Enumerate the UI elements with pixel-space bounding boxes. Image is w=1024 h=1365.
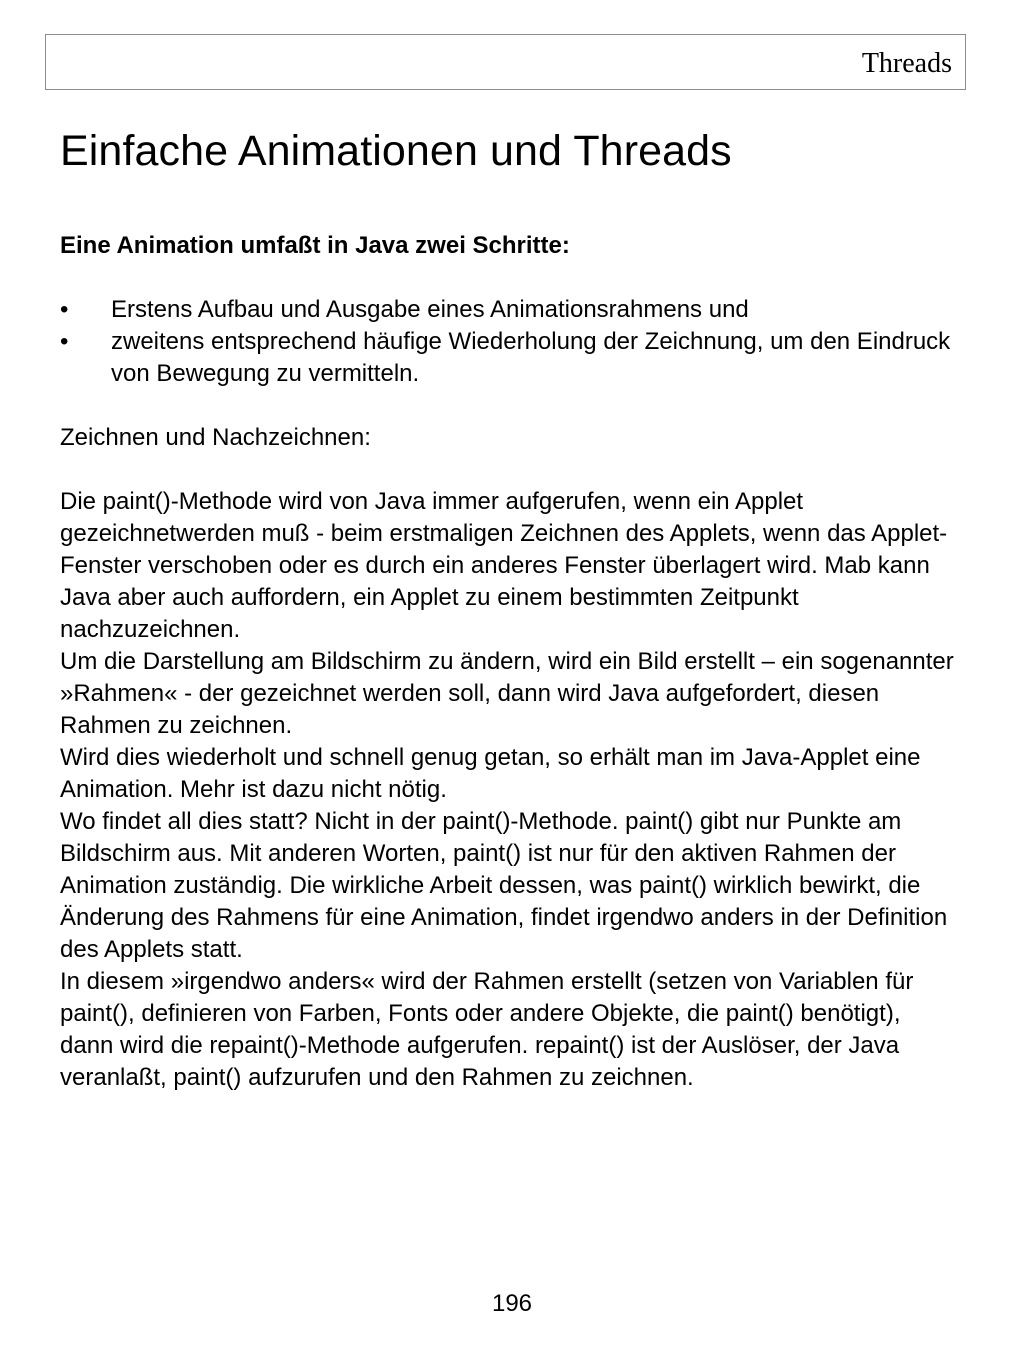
bullet-text: Erstens Aufbau und Ausgabe eines Animationsrahmens und <box>111 296 749 323</box>
paragraph: Wo findet all dies statt? Nicht in der paint()-Methode. paint() gibt nur Punkte am Bildschirm aus. Mit anderen Worten, paint() ist nur für den aktiven Rahmen der Animation zuständig. Die wirkliche Arbeit dessen, was paint() wirklich bewirkt, die Änderung des Rahmens für eine Animation, findet irgendwo anders in der Definition des Applets statt. <box>60 808 948 963</box>
bullet-text: zweitens entsprechend häufige Wiederholung der Zeichnung, um den Eindruck von Bewegung zu vermitteln. <box>111 328 951 387</box>
page-content <box>60 230 960 1094</box>
paragraph: Wird dies wiederholt und schnell genug getan, so erhält man im Java-Applet eine Animation. Mehr ist dazu nicht nötig. <box>60 744 921 803</box>
header-label: Threads <box>861 48 952 79</box>
paragraph: In diesem »irgendwo anders« wird der Rahmen erstellt (setzen von Variablen für paint(), definieren von Farben, Fonts oder andere Objekte, die paint() benötigt), dann wird die repaint()-Methode aufgerufen. repaint() ist der Auslöser, der Java veranlaßt, paint() aufzurufen und den Rahmen zu zeichnen. <box>60 968 914 1091</box>
page-number: 196 <box>491 1290 533 1317</box>
list-item <box>60 326 960 390</box>
paragraph: Die paint()-Methode wird von Java immer aufgerufen, wenn ein Applet gezeichnetwerden muß - beim erstmaligen Zeichnen des Applets, wenn das Applet-Fenster verschoben oder es durch ein anderes Fenster überlagert wird. Mab kann Java aber auch auffordern, ein Applet zu einem bestimmten Zeitpunkt nachzuzeichnen. <box>60 488 948 643</box>
paragraph: Um die Darstellung am Bildschirm zu ändern, wird ein Bild erstellt – ein sogenannter »Rahmen« - der gezeichnet werden soll, dann wird Java aufgefordert, diesen Rahmen zu zeichnen. <box>60 648 954 739</box>
bullet-list <box>60 294 960 390</box>
page-title: Einfache Animationen und Threads <box>60 127 732 175</box>
list-item <box>60 294 960 326</box>
page-header <box>45 34 966 90</box>
bullet-icon: • <box>60 296 69 323</box>
bullet-icon: • <box>60 328 69 355</box>
section-label: Zeichnen und Nachzeichnen: <box>60 424 371 451</box>
intro-heading: Eine Animation umfaßt in Java zwei Schritte: <box>60 232 570 259</box>
